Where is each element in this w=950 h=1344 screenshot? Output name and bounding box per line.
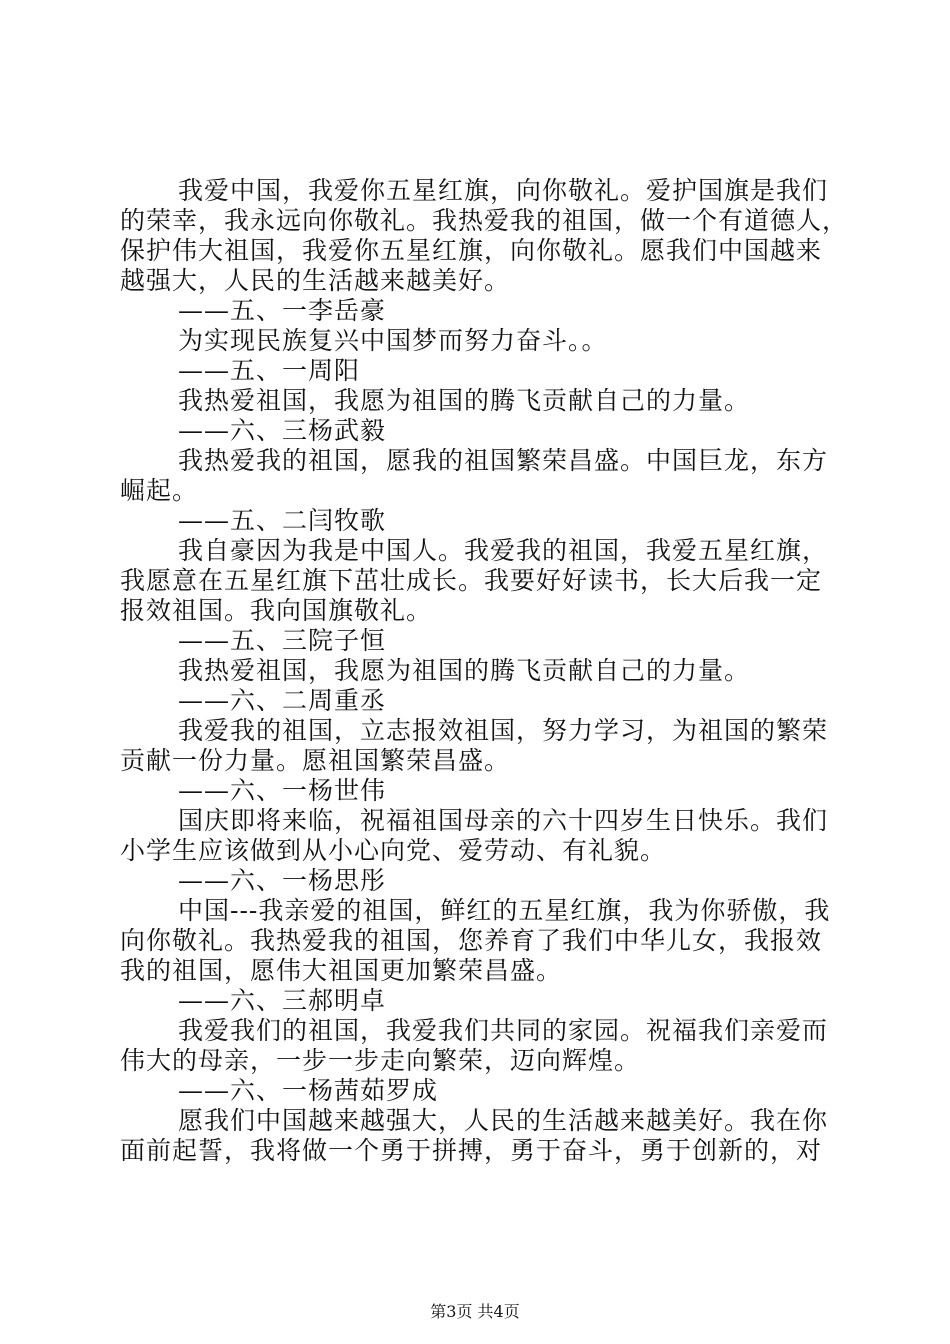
text-line: ——五、三院子恒 [178, 626, 387, 655]
text-line: 愿我们中国越来越强大，人民的生活越来越美好。我在你 [178, 1106, 829, 1135]
text-line: 我自豪因为我是中国人。我爱我的祖国，我爱五星红旗， [178, 536, 829, 565]
text-line: 向你敬礼。我热爱我的祖国，您养育了我们中华儿女，我报效 [120, 926, 823, 955]
text-line: 我的祖国，愿伟大祖国更加繁荣昌盛。 [120, 956, 563, 985]
text-line: 报效祖国。我向国旗敬礼。 [120, 596, 433, 625]
text-line: ——六、一杨茜茹罗成 [178, 1076, 439, 1105]
text-line: 小学生应该做到从小心向党、爱劳动、有礼貌。 [120, 836, 667, 865]
text-line: 我爱我的祖国，立志报效祖国，努力学习，为祖国的繁荣 [178, 716, 829, 745]
text-line: 为实现民族复兴中国梦而努力奋斗。。 [178, 326, 608, 355]
text-line: 中国---我亲爱的祖国，鲜红的五星红旗，我为你骄傲，我 [178, 896, 831, 925]
text-line: 我愿意在五星红旗下茁壮成长。我要好好读书，长大后我一定 [120, 566, 823, 595]
text-line: 保护伟大祖国，我爱你五星红旗，向你敬礼。愿我们中国越来 [120, 236, 823, 265]
text-line: 越强大，人民的生活越来越美好。 [120, 266, 511, 295]
text-line: 我爱我们的祖国，我爱我们共同的家园。祝福我们亲爱而 [178, 1016, 829, 1045]
text-line: 面前起誓，我将做一个勇于拼搏，勇于奋斗，勇于创新的，对 [120, 1136, 823, 1165]
text-line: ——六、三杨武毅 [178, 416, 387, 445]
text-line: 我热爱我的祖国，愿我的祖国繁荣昌盛。中国巨龙，东方 [178, 446, 829, 475]
text-line: 伟大的母亲，一步一步走向繁荣，迈向辉煌。 [120, 1046, 641, 1075]
text-line: 的荣幸，我永远向你敬礼。我热爱我的祖国，做一个有道德人， [120, 206, 849, 235]
text-line: 我热爱祖国，我愿为祖国的腾飞贡献自己的力量。 [178, 656, 751, 685]
document-body [120, 176, 849, 1166]
text-line: ——五、一李岳豪 [178, 296, 387, 325]
text-line: ——六、二周重丞 [178, 686, 387, 715]
text-line: 我爱中国，我爱你五星红旗，向你敬礼。爱护国旗是我们 [178, 176, 829, 205]
page-footer: 第3页 共4页 [430, 1302, 520, 1321]
text-line: 崛起。 [120, 476, 199, 505]
text-line: ——六、三郝明卓 [178, 986, 387, 1015]
text-line: 我热爱祖国，我愿为祖国的腾飞贡献自己的力量。 [178, 386, 751, 415]
text-line: ——五、一周阳 [178, 356, 361, 385]
text-line: 贡献一份力量。愿祖国繁荣昌盛。 [120, 746, 511, 775]
text-line: 国庆即将来临，祝福祖国母亲的六十四岁生日快乐。我们 [178, 806, 829, 835]
text-line: ——五、二闫牧歌 [178, 506, 387, 535]
text-line: ——六、一杨世伟 [178, 776, 387, 805]
text-line: ——六、一杨思彤 [178, 866, 387, 895]
